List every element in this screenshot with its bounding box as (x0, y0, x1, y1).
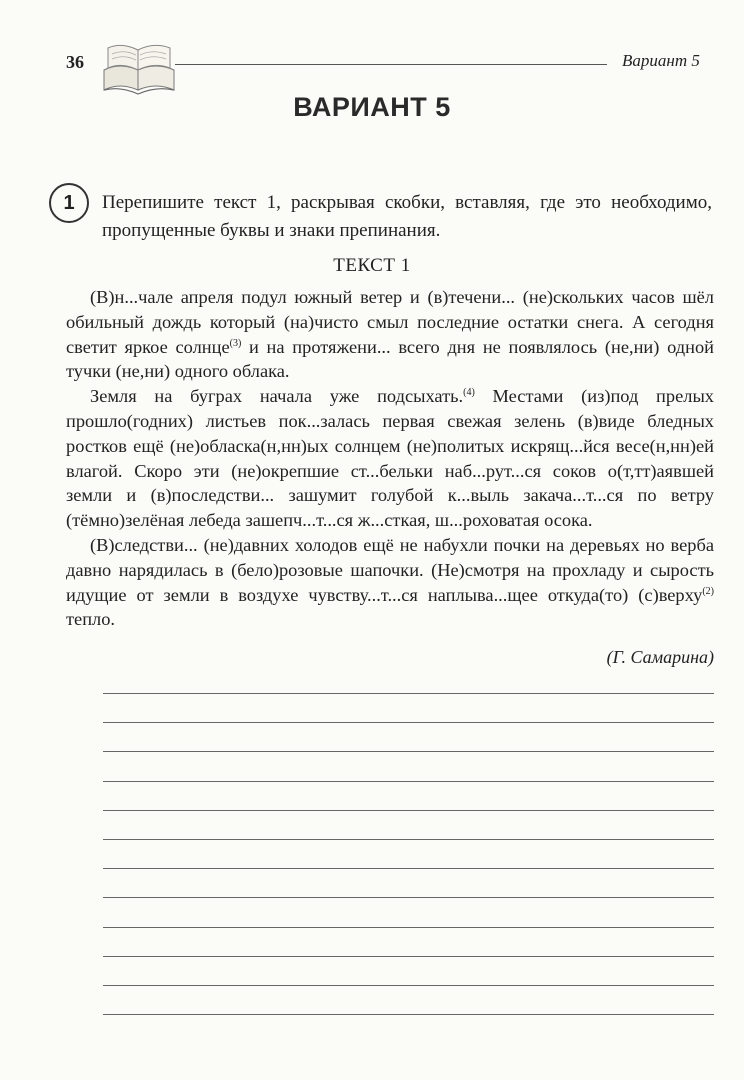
answer-line[interactable] (103, 722, 714, 723)
paragraph-2 (66, 384, 714, 533)
footnote-marker: (2) (702, 585, 714, 597)
answer-line[interactable] (103, 1014, 714, 1015)
answer-line[interactable] (103, 897, 714, 898)
footnote-marker: (3) (229, 337, 242, 349)
answer-line[interactable] (103, 810, 714, 811)
answer-line[interactable] (103, 751, 714, 752)
answer-line[interactable] (103, 985, 714, 986)
text-segment: Земля на буграх начала уже подсыхать. (90, 386, 464, 407)
answer-line[interactable] (103, 927, 714, 928)
author-attribution: (Г. Самарина) (606, 647, 714, 667)
answer-line[interactable] (103, 781, 714, 782)
text-segment: тепло. (66, 609, 116, 630)
text-segment: Местами (из)под прелых прошло(годних) листьев пок...залась первая свежая зелень (в)виде бледных ростков ещё (не)обласка(н,нн)ых солнцем (не)политых искрящ...йся весе(н,нн)ей влагой. Скоро эти (не)окрепшие ст...бельки наб...рут...ся соков о(т,тт)аявшей земли и (в)последстви... зашумит голубой к...выль закача...т...ся по ветру (тёмно)зелёная лебеда зашепч...т...ся ж...сткая, ш...роховатая осока. (66, 386, 714, 531)
text-segment: и на протяжени... всего дня не появлялось (не,ни) одной тучки (не,ни) одного облака. (66, 336, 714, 382)
page-title: ВАРИАНТ 5 (293, 92, 451, 122)
text-segment: (В)следстви... (не)давних холодов ещё не набухли почки на деревьях но верба давно нарядилась в (бело)розовые шапочки. (Не)смотря на прохладу и сырость идущие от земли в воздухе чувству...т...ся наплыва...щее откуда(то) (с)верху (66, 534, 714, 605)
footnote-marker: (4) (463, 387, 475, 399)
answer-line[interactable] (103, 693, 714, 694)
answer-line[interactable] (103, 839, 714, 840)
task-number-badge (49, 183, 89, 223)
text-heading: ТЕКСТ 1 (333, 255, 411, 276)
header-rule (175, 64, 607, 65)
page-number: 36 (66, 52, 84, 72)
paragraph-1 (66, 285, 714, 384)
task-instruction: Перепишите текст 1, раскрывая скобки, вставляя, где это необходимо, пропущенные буквы и знаки препинания. (102, 192, 712, 241)
task-number: 1 (63, 191, 75, 214)
exercise-text (66, 285, 714, 632)
running-header-variant: Вариант 5 (622, 51, 700, 70)
page-header (0, 0, 744, 100)
text-segment: (В)н...чале апреля подул южный ветер и (в)течени... (не)скольких часов шёл обильный дождь который (на)чисто смыл последние остатки снега. А сегодня светит яркое солнце (66, 287, 714, 357)
paragraph-3 (66, 533, 714, 632)
answer-line[interactable] (103, 868, 714, 869)
answer-line[interactable] (103, 956, 714, 957)
open-book-icon (100, 40, 178, 96)
